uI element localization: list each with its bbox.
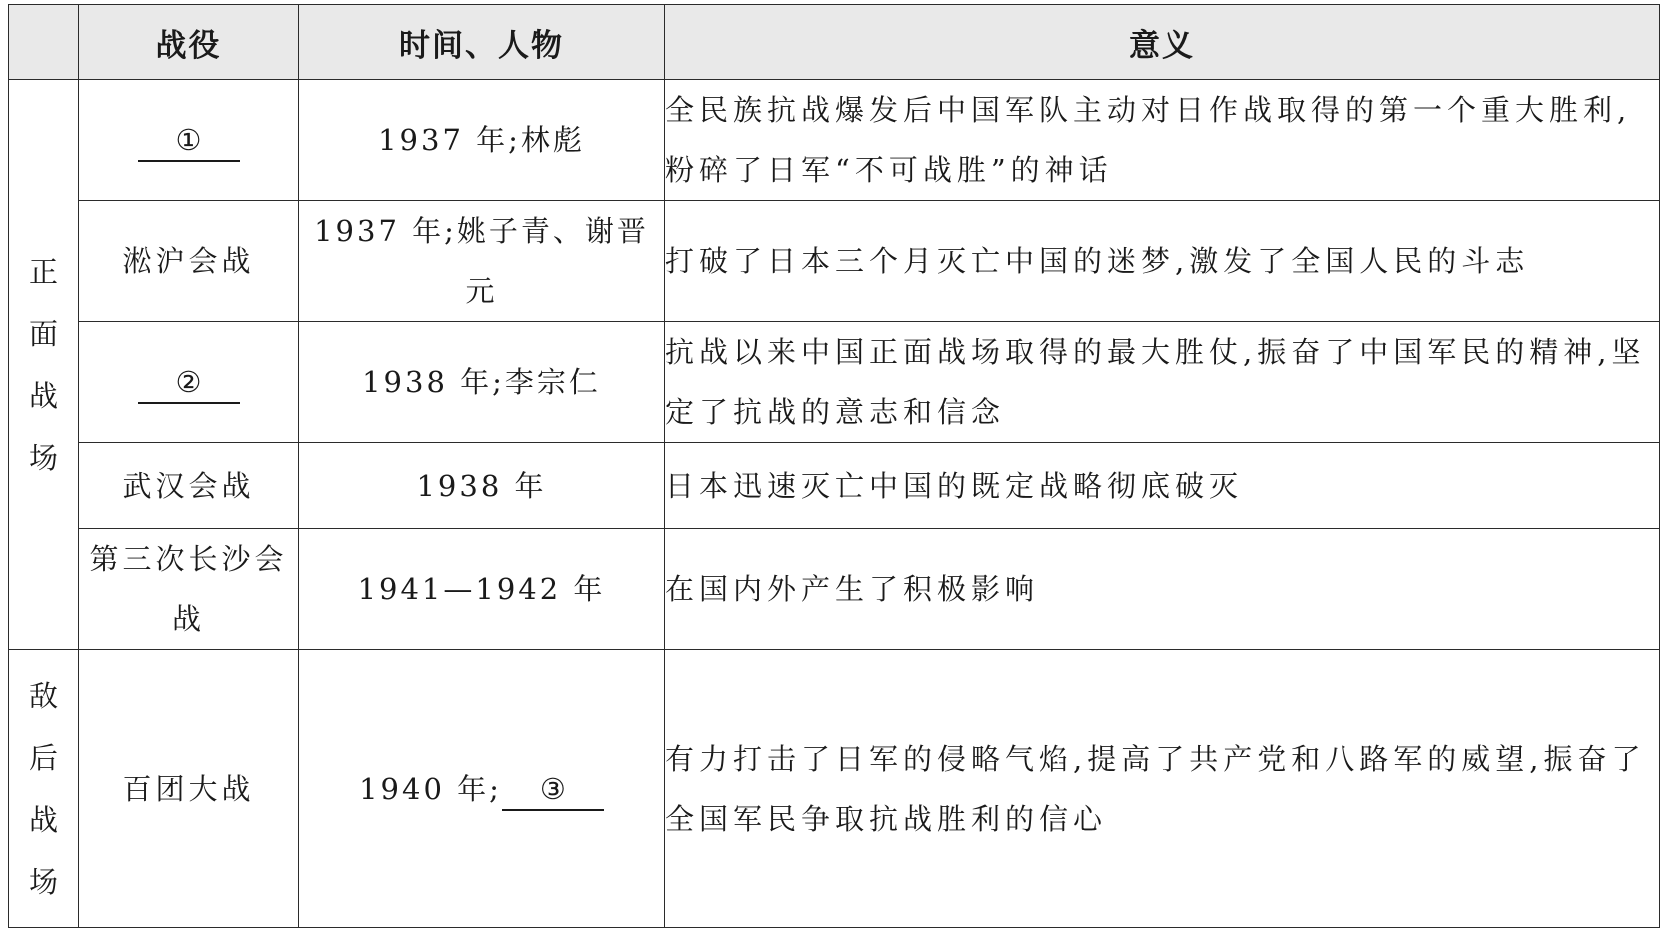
table-row — [9, 650, 1660, 928]
group-enemy-rear-label: 敌后战场 — [28, 678, 58, 899]
battle-cell: 第三次长沙会战 — [79, 529, 299, 650]
battle-cell — [79, 322, 299, 443]
significance-cell: 有力打击了日军的侵略气焰,提高了共产党和八路军的威望,振奋了全国军民争取抗战胜利的信心 — [665, 650, 1660, 928]
group-front-label: 正面战场 — [28, 254, 58, 475]
time-people-cell: 1937 年;姚子青、谢晋元 — [299, 201, 665, 322]
history-table — [8, 4, 1660, 928]
time-people-cell: 1938 年 — [299, 443, 665, 529]
group-enemy-rear-cell — [9, 650, 79, 928]
significance-cell: 全民族抗战爆发后中国军队主动对日作战取得的第一个重大胜利,粉碎了日军“不可战胜”的神话 — [665, 80, 1660, 201]
answer-blank-3: ③ — [502, 769, 604, 811]
header-corner — [9, 5, 79, 80]
table-row — [9, 529, 1660, 650]
time-people-cell: 1937 年;林彪 — [299, 80, 665, 201]
table-row — [9, 322, 1660, 443]
answer-blank-2: ② — [138, 362, 240, 404]
table-row — [9, 443, 1660, 529]
significance-cell: 抗战以来中国正面战场取得的最大胜仗,振奋了中国军民的精神,坚定了抗战的意志和信念 — [665, 322, 1660, 443]
significance-cell: 日本迅速灭亡中国的既定战略彻底破灭 — [665, 443, 1660, 529]
time-people-cell: 1941—1942 年 — [299, 529, 665, 650]
header-significance: 意义 — [665, 5, 1660, 80]
significance-cell: 打破了日本三个月灭亡中国的迷梦,激发了全国人民的斗志 — [665, 201, 1660, 322]
answer-blank-1: ① — [138, 120, 240, 162]
battle-cell — [79, 80, 299, 201]
header-time-people: 时间、人物 — [299, 5, 665, 80]
significance-cell: 在国内外产生了积极影响 — [665, 529, 1660, 650]
header-battle: 战役 — [79, 5, 299, 80]
table-row — [9, 80, 1660, 201]
header-row — [9, 5, 1660, 80]
battle-cell: 百团大战 — [79, 650, 299, 928]
table-row — [9, 201, 1660, 322]
time-people-text: 1940 年; — [359, 771, 502, 806]
battle-cell: 武汉会战 — [79, 443, 299, 529]
group-front-cell — [9, 80, 79, 650]
time-people-cell: 1938 年;李宗仁 — [299, 322, 665, 443]
time-people-cell — [299, 650, 665, 928]
battle-cell: 淞沪会战 — [79, 201, 299, 322]
